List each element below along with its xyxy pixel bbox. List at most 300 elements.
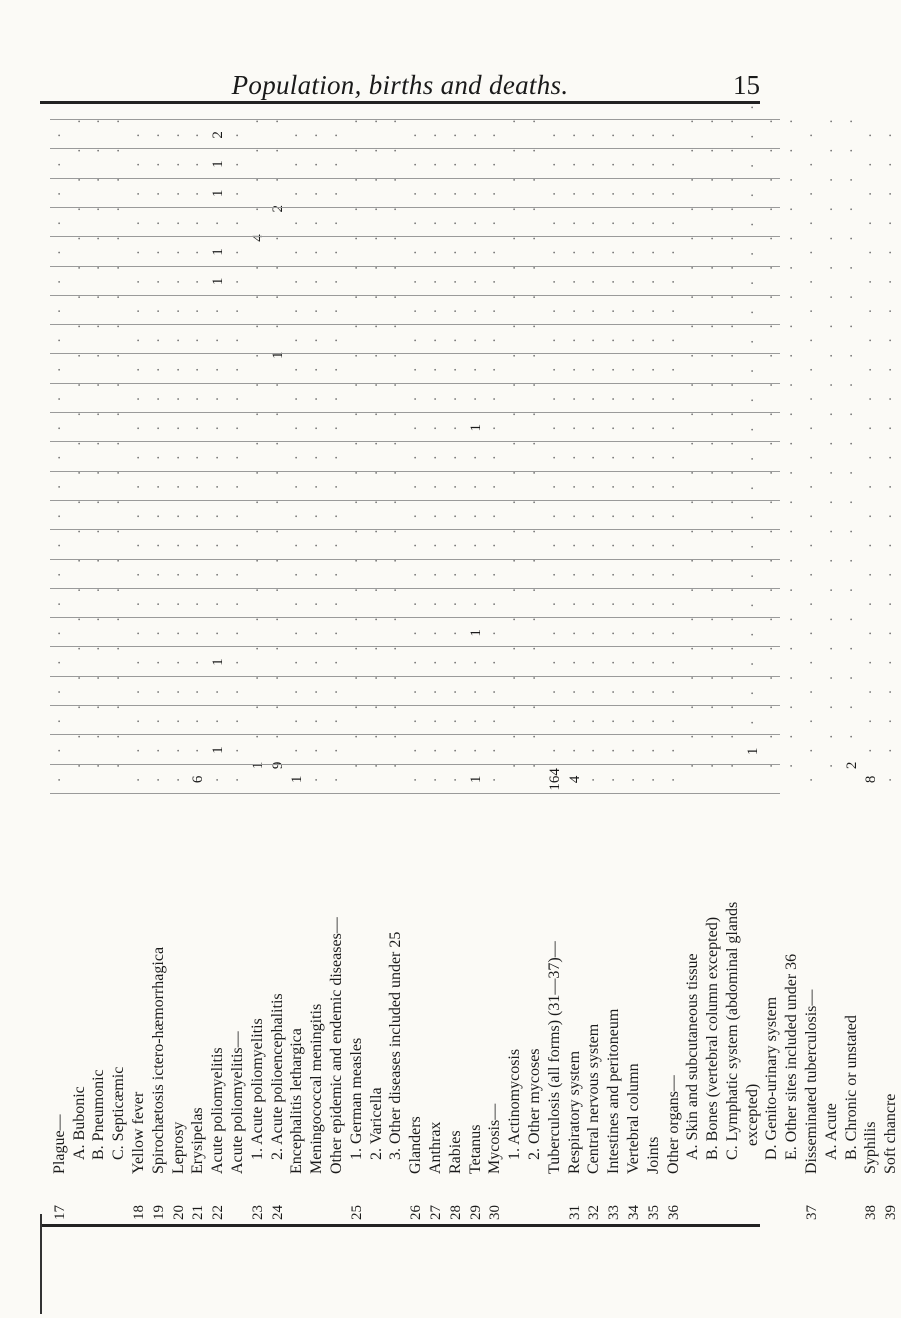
table-cell: · [328, 600, 345, 607]
table-cell: · [388, 381, 405, 388]
table-cell: · [170, 629, 187, 636]
row-label: A. Skin and subcutaneous tissue [684, 953, 702, 1160]
table-row [862, 110, 882, 1220]
table-cell: · [883, 629, 900, 636]
table-cell: · [427, 395, 444, 402]
table-cell: · [190, 131, 207, 138]
table-cell: · [724, 762, 741, 769]
table-cell: · [724, 352, 741, 359]
table-cell: · [625, 307, 642, 314]
table-cell: · [823, 410, 840, 417]
table-cell: · [447, 747, 464, 754]
table-cell: · [130, 571, 147, 578]
table-cell: · [665, 659, 682, 666]
table-cell: · [665, 249, 682, 256]
table-cell: · [685, 176, 702, 183]
table-cell: · [645, 336, 662, 343]
table-cell: · [744, 484, 761, 491]
table-cell: · [586, 688, 603, 695]
table-cell: · [586, 629, 603, 636]
table-cell: · [269, 733, 286, 740]
table-cell: · [269, 410, 286, 417]
table-cell: · [724, 645, 741, 652]
table-cell: · [111, 176, 128, 183]
table-cell: · [526, 293, 543, 300]
table-cell: · [427, 131, 444, 138]
table-cell: · [566, 600, 583, 607]
table-cell: · [309, 278, 326, 285]
table-cell: · [447, 717, 464, 724]
table-cell: · [843, 147, 860, 154]
table-cell: · [170, 131, 187, 138]
table-cell: · [309, 512, 326, 519]
table-cell: · [427, 278, 444, 285]
table-cell: · [170, 190, 187, 197]
table-cell: · [823, 557, 840, 564]
table-cell: · [249, 381, 266, 388]
table-cell: · [368, 264, 385, 271]
table-cell: · [130, 629, 147, 636]
table-cell: · [606, 249, 623, 256]
table-cell: · [507, 615, 524, 622]
table-cell: · [487, 219, 504, 226]
table-cell: · [170, 512, 187, 519]
table-cell: · [744, 543, 761, 550]
table-cell: · [111, 147, 128, 154]
table-cell: · [526, 381, 543, 388]
table-cell: · [328, 776, 345, 783]
table-cell: · [467, 483, 484, 490]
table-cell: · [111, 381, 128, 388]
table-cell: · [289, 512, 306, 519]
row-label: Acute poliomyelitis— [228, 1031, 246, 1174]
table-cell: · [883, 249, 900, 256]
table-cell: · [309, 454, 326, 461]
table-cell: · [309, 336, 326, 343]
table-cell: · [883, 190, 900, 197]
table-cell: · [625, 190, 642, 197]
table-cell: · [526, 615, 543, 622]
table-cell: · [348, 410, 365, 417]
table-cell: · [427, 776, 444, 783]
table-cell: · [170, 278, 187, 285]
table-cell: · [507, 410, 524, 417]
row-number: 30 [487, 1205, 504, 1220]
table-cell: · [764, 557, 781, 564]
table-cell: · [91, 557, 108, 564]
table-cell: · [526, 469, 543, 476]
table-cell: · [170, 747, 187, 754]
row-cells [784, 100, 801, 780]
column-rule [50, 119, 780, 120]
table-cell: 1 [467, 629, 484, 637]
table-cell: · [467, 307, 484, 314]
table-cell: · [566, 629, 583, 636]
table-cell: · [91, 322, 108, 329]
table-cell: · [526, 205, 543, 212]
table-cell: · [665, 600, 682, 607]
table-cell: · [289, 454, 306, 461]
table-cell: · [229, 776, 246, 783]
table-cell: · [526, 352, 543, 359]
table-cell: · [823, 469, 840, 476]
table-cell: · [111, 498, 128, 505]
table-cell: · [823, 176, 840, 183]
table-cell: · [467, 336, 484, 343]
table-cell: · [447, 395, 464, 402]
row-label: 2. Acute polioencephalitis [268, 993, 286, 1160]
table-cell: · [823, 703, 840, 710]
table-cell: · [51, 454, 68, 461]
table-cell: · [724, 703, 741, 710]
table-cell: · [744, 133, 761, 140]
table-cell: · [289, 747, 306, 754]
table-cell: · [388, 205, 405, 212]
table-cell: · [328, 249, 345, 256]
table-cell: · [784, 469, 801, 476]
table-cell: · [606, 424, 623, 431]
table-cell: · [51, 366, 68, 373]
table-cell: · [625, 131, 642, 138]
table-cell: · [507, 381, 524, 388]
table-cell: · [467, 366, 484, 373]
row-number: 33 [606, 1205, 623, 1220]
table-cell: · [744, 572, 761, 579]
table-cell: · [150, 131, 167, 138]
table-cell: · [804, 541, 821, 548]
table-cell: 1 [249, 761, 266, 770]
table-cell: · [170, 659, 187, 666]
column-rule [50, 207, 780, 208]
table-cell: · [784, 264, 801, 271]
table-cell: · [804, 483, 821, 490]
table-cell: · [784, 440, 801, 447]
table-cell: · [348, 176, 365, 183]
table-cell: · [328, 307, 345, 314]
table-cell: · [427, 366, 444, 373]
table-cell: · [150, 395, 167, 402]
table-cell: · [586, 717, 603, 724]
table-cell: · [150, 747, 167, 754]
table-cell: · [784, 205, 801, 212]
row-label: A. Acute [822, 1103, 840, 1160]
table-cell: · [249, 352, 266, 359]
table-cell: · [368, 352, 385, 359]
table-cell: · [190, 424, 207, 431]
table-cell: · [586, 278, 603, 285]
table-cell: · [744, 191, 761, 198]
table-cell: · [507, 762, 524, 769]
table-cell: 1 [210, 658, 227, 666]
table-cell: · [229, 688, 246, 695]
table-cell: · [130, 512, 147, 519]
table-cell: · [685, 703, 702, 710]
table-cell: · [863, 747, 880, 754]
table-cell: · [764, 205, 781, 212]
table-cell: · [764, 527, 781, 534]
table-cell: · [71, 586, 88, 593]
table-cell: · [804, 190, 821, 197]
table-cell: · [388, 762, 405, 769]
table-cell: · [823, 264, 840, 271]
table-cell: · [91, 264, 108, 271]
table-cell: · [130, 219, 147, 226]
table-cell: · [309, 600, 326, 607]
column-rule [50, 412, 780, 413]
table-cell: · [467, 512, 484, 519]
table-cell: · [507, 205, 524, 212]
table-cell: · [309, 776, 326, 783]
column-rule [50, 588, 780, 589]
table-cell: · [665, 629, 682, 636]
table-cell: · [625, 161, 642, 168]
row-label: B. Bones (vertebral column excepted) [704, 916, 722, 1160]
table-cell: · [685, 762, 702, 769]
row-label: excepted) [743, 1083, 761, 1146]
row-label: Glanders [407, 1116, 425, 1174]
table-cell: · [467, 219, 484, 226]
table-cell: · [170, 307, 187, 314]
table-cell: · [784, 762, 801, 769]
table-cell: · [705, 557, 722, 564]
table-cell: · [705, 117, 722, 124]
row-label: Disseminated tuberculosis— [803, 989, 821, 1174]
table-cell: · [408, 366, 425, 373]
table-cell: · [705, 703, 722, 710]
table-cell: · [645, 483, 662, 490]
table-cell: · [289, 395, 306, 402]
table-cell: · [328, 395, 345, 402]
table-cell: · [408, 454, 425, 461]
table-cell: · [289, 307, 306, 314]
table-cell: · [328, 717, 345, 724]
table-cell: · [150, 336, 167, 343]
table-cell: · [170, 717, 187, 724]
column-rule [50, 383, 780, 384]
table-cell: · [625, 278, 642, 285]
table-cell: · [229, 190, 246, 197]
table-cell: · [51, 659, 68, 666]
table-cell: · [586, 541, 603, 548]
table-cell: · [843, 352, 860, 359]
table-cell: · [586, 454, 603, 461]
table-cell: · [467, 717, 484, 724]
table-cell: · [309, 366, 326, 373]
table-cell: · [625, 600, 642, 607]
table-cell: · [804, 249, 821, 256]
table-cell: · [665, 717, 682, 724]
table-cell: · [665, 219, 682, 226]
table-cell: · [150, 776, 167, 783]
table-cell: · [289, 190, 306, 197]
table-cell: · [566, 395, 583, 402]
table-cell: · [309, 717, 326, 724]
table-cell: 6 [190, 775, 207, 784]
table-cell: · [348, 440, 365, 447]
table-cell: · [784, 527, 801, 534]
table-cell: · [566, 307, 583, 314]
table-cell: · [487, 366, 504, 373]
table-cell: · [566, 336, 583, 343]
table-cell: · [546, 571, 563, 578]
table-cell: · [665, 336, 682, 343]
table-cell: · [249, 440, 266, 447]
table-cell: · [190, 454, 207, 461]
table-cell: · [744, 279, 761, 286]
table-cell: · [843, 615, 860, 622]
table-cell: · [467, 541, 484, 548]
table-cell: · [91, 703, 108, 710]
table-cell: · [883, 395, 900, 402]
table-cell: · [784, 352, 801, 359]
table-cell: · [546, 541, 563, 548]
table-cell: · [526, 410, 543, 417]
table-cell: · [408, 131, 425, 138]
table-cell: · [210, 307, 227, 314]
table-cell: · [229, 395, 246, 402]
table-cell: · [388, 352, 405, 359]
table-cell: · [764, 410, 781, 417]
table-cell: · [625, 424, 642, 431]
table-cell: · [170, 249, 187, 256]
table-cell: · [606, 512, 623, 519]
table-cell: · [249, 645, 266, 652]
table-cell: · [863, 629, 880, 636]
table-cell: · [665, 278, 682, 285]
table-cell: · [388, 557, 405, 564]
table-cell: · [546, 190, 563, 197]
table-cell: · [645, 659, 662, 666]
table-cell: · [388, 410, 405, 417]
table-cell: · [546, 336, 563, 343]
table-cell: · [685, 147, 702, 154]
table-cell: · [526, 440, 543, 447]
table-cell: · [566, 424, 583, 431]
table-cell: · [883, 747, 900, 754]
table-cell: · [823, 322, 840, 329]
table-cell: · [586, 424, 603, 431]
table-cell: · [526, 527, 543, 534]
table-cell: · [507, 527, 524, 534]
table-cell: · [190, 747, 207, 754]
row-number: 32 [586, 1205, 603, 1220]
table-cell: · [447, 190, 464, 197]
table-cell: · [447, 454, 464, 461]
table-cell: · [348, 498, 365, 505]
table-cell: · [685, 381, 702, 388]
table-cell: · [447, 776, 464, 783]
table-cell: · [586, 131, 603, 138]
table-cell: · [883, 512, 900, 519]
table-cell: · [408, 219, 425, 226]
table-cell: · [823, 205, 840, 212]
table-cell: · [606, 219, 623, 226]
table-cell: · [685, 117, 702, 124]
table-cell: · [586, 161, 603, 168]
table-cell: · [91, 117, 108, 124]
column-rule [50, 471, 780, 472]
table-cell: · [309, 483, 326, 490]
table-cell: · [210, 395, 227, 402]
table-cell: · [705, 235, 722, 242]
table-cell: · [328, 483, 345, 490]
table-cell: · [487, 307, 504, 314]
table-cell: · [546, 629, 563, 636]
table-cell: · [863, 717, 880, 724]
table-cell: · [784, 147, 801, 154]
table-cell: · [269, 557, 286, 564]
table-cell: · [586, 395, 603, 402]
table-cell: · [229, 747, 246, 754]
table-cell: · [705, 293, 722, 300]
table-cell: · [210, 541, 227, 548]
table-cell: · [863, 336, 880, 343]
table-cell: · [269, 264, 286, 271]
table-cell: · [309, 541, 326, 548]
table-cell: · [130, 454, 147, 461]
table-cell: · [507, 264, 524, 271]
table-cell: · [467, 190, 484, 197]
row-label: Yellow fever [129, 1091, 147, 1174]
table-cell: · [71, 440, 88, 447]
table-cell: · [249, 498, 266, 505]
table-cell: · [883, 659, 900, 666]
table-cell: · [784, 498, 801, 505]
table-cell: · [823, 615, 840, 622]
table-cell: · [408, 278, 425, 285]
table-cell: · [804, 131, 821, 138]
table-cell: · [348, 645, 365, 652]
table-cell: · [883, 219, 900, 226]
table-cell: · [843, 205, 860, 212]
table-cell: · [229, 161, 246, 168]
table-cell: · [744, 455, 761, 462]
table-cell: · [685, 645, 702, 652]
table-cell: · [784, 235, 801, 242]
table-cell: · [111, 469, 128, 476]
table-cell: · [645, 600, 662, 607]
table-cell: · [526, 264, 543, 271]
table-cell: · [744, 250, 761, 257]
table-cell: · [269, 498, 286, 505]
table-cell: · [804, 629, 821, 636]
table-cell: · [190, 161, 207, 168]
bottom-rule [40, 1224, 760, 1227]
table-cell: · [665, 454, 682, 461]
table-cell: · [804, 717, 821, 724]
table-cell: · [823, 645, 840, 652]
table-cell: · [645, 131, 662, 138]
table-cell: · [546, 307, 563, 314]
column-rule [50, 705, 780, 706]
table-cell: · [665, 424, 682, 431]
table-cell: · [883, 278, 900, 285]
table-cell: · [487, 688, 504, 695]
table-cell: · [51, 541, 68, 548]
table-cell: · [705, 762, 722, 769]
table-cell: · [408, 717, 425, 724]
table-cell: · [170, 219, 187, 226]
table-cell: · [526, 117, 543, 124]
table-cell: · [804, 659, 821, 666]
table-cell: · [408, 395, 425, 402]
table-cell: · [566, 366, 583, 373]
table-cell: · [91, 615, 108, 622]
row-label: B. Chronic or unstated [842, 1015, 860, 1160]
column-rule [50, 295, 780, 296]
row-label: Acute poliomyelitis [209, 1047, 227, 1174]
table-cell: · [625, 747, 642, 754]
